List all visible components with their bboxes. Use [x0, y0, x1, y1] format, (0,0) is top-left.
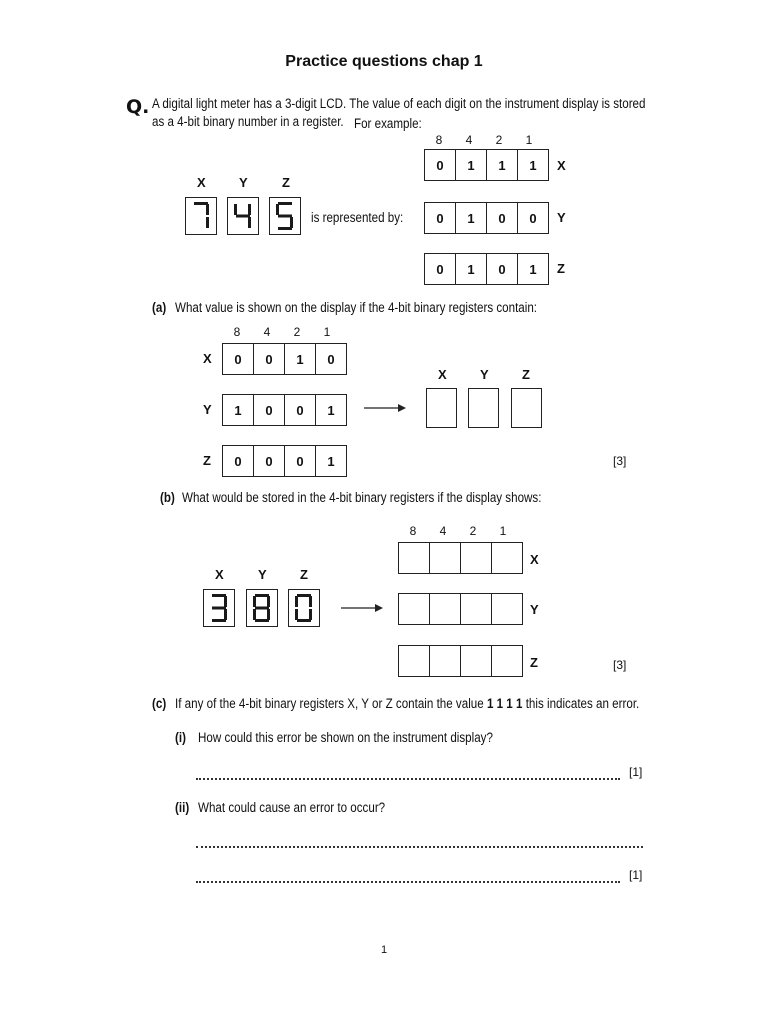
bit-input-cell[interactable] [399, 594, 429, 624]
display-label-z: Z [282, 175, 290, 190]
seven-segment-digit [294, 593, 314, 623]
bit-cell: 0 [486, 203, 517, 233]
bit-weight: 4 [439, 524, 447, 538]
part-c-ii-marks: [1] [629, 868, 643, 882]
lcd-digit-box [203, 589, 235, 627]
bit-cell: 1 [455, 150, 486, 180]
bit-input-cell[interactable] [429, 594, 460, 624]
bit-input-cell[interactable] [460, 646, 491, 676]
bit-input-cell[interactable] [491, 543, 522, 573]
example-register-y [424, 202, 549, 234]
bit-weight: 4 [263, 325, 271, 339]
part-b-register-y[interactable] [398, 593, 523, 625]
arrow-right-icon [341, 602, 383, 614]
bit-cell: 0 [253, 446, 284, 476]
bit-cell: 0 [234, 453, 242, 469]
bit-weight: 1 [499, 524, 507, 538]
arrow-right-icon [364, 402, 406, 414]
segment-d [255, 619, 269, 622]
bit-input-cell[interactable] [429, 543, 460, 573]
register-name: Z [557, 261, 565, 276]
segment-b [206, 204, 209, 215]
question-label: Q. [126, 96, 150, 118]
part-a-register-y [222, 394, 347, 426]
part-a-label: (a) [152, 300, 167, 315]
part-a-bit-weights [222, 325, 342, 339]
lcd-digit-box [288, 589, 320, 627]
bit-cell: 1 [315, 395, 346, 425]
segment-a [212, 594, 226, 597]
register-name: X [203, 351, 212, 366]
segment-c [309, 609, 312, 620]
part-b-label: (b) [160, 490, 175, 505]
segment-e [253, 609, 256, 620]
segment-d [212, 619, 226, 622]
part-a-text: What value is shown on the display if the 4-bit binary registers contain: [175, 300, 538, 315]
intro-line-2: as a 4-bit binary number in a register. [152, 114, 344, 129]
bit-cell: 0 [234, 351, 242, 367]
display-label-x: X [215, 567, 224, 582]
bit-cell: 0 [436, 210, 444, 226]
bit-weight: 2 [293, 325, 301, 339]
bit-input-cell[interactable] [460, 543, 491, 573]
register-name: Y [530, 602, 539, 617]
answer-line[interactable] [196, 881, 620, 883]
page-title: Practice questions chap 1 [285, 53, 483, 70]
segment-a [297, 594, 311, 597]
segment-g [212, 607, 226, 610]
part-a-register-x [222, 343, 347, 375]
bit-cell: 0 [436, 261, 444, 277]
example-register-x [424, 149, 549, 181]
intro-line-1: A digital light meter has a 3-digit LCD. The value of each digit on the instrument display is stored [152, 96, 646, 111]
part-b-register-x[interactable] [398, 542, 523, 574]
part-c-i-marks: [1] [629, 765, 643, 779]
segment-e [295, 609, 298, 620]
bit-weight: 2 [469, 524, 477, 538]
bit-weight: 8 [435, 133, 443, 147]
part-b-bit-weights [398, 524, 518, 538]
answer-line[interactable] [196, 778, 620, 780]
register-name: Y [557, 210, 566, 225]
bit-weight: 8 [233, 325, 241, 339]
segment-g [278, 215, 292, 218]
segment-d [278, 227, 292, 230]
part-b-text: What would be stored in the 4-bit binary registers if the display shows: [182, 490, 542, 505]
segment-b [248, 204, 251, 215]
display-label-y: Y [239, 175, 248, 190]
segment-a [255, 594, 269, 597]
display-label-y: Y [258, 567, 267, 582]
part-b-marks: [3] [613, 658, 627, 672]
register-name: X [530, 552, 539, 567]
example-bit-weights [424, 133, 544, 147]
bit-cell: 1 [315, 446, 346, 476]
bit-cell: 0 [436, 157, 444, 173]
bit-cell: 1 [284, 344, 315, 374]
segment-f [276, 204, 279, 215]
bit-input-cell[interactable] [460, 594, 491, 624]
part-c-ii-label: (ii) [175, 800, 190, 815]
register-name: X [557, 158, 566, 173]
bit-input-cell[interactable] [399, 543, 429, 573]
part-b-register-z[interactable] [398, 645, 523, 677]
register-name: Y [203, 402, 212, 417]
bit-cell: 1 [455, 254, 486, 284]
bit-input-cell[interactable] [491, 594, 522, 624]
part-c-label: (c) [152, 696, 167, 711]
bit-weight: 2 [495, 133, 503, 147]
part-c-i-text: How could this error be shown on the instrument display? [198, 730, 493, 745]
bit-cell: 1 [517, 150, 548, 180]
represented-by-label: is represented by: [311, 210, 404, 225]
segment-c [267, 609, 270, 620]
part-c-i-label: (i) [175, 730, 186, 745]
segment-f [295, 596, 298, 607]
segment-d [297, 619, 311, 622]
bit-weight: 1 [525, 133, 533, 147]
seven-segment-digit [209, 593, 229, 623]
seven-segment-digit [275, 201, 295, 231]
bit-weight: 4 [465, 133, 473, 147]
bit-cell: 0 [486, 254, 517, 284]
seven-segment-digit [252, 593, 272, 623]
example-register-z [424, 253, 549, 285]
bit-cell: 0 [253, 395, 284, 425]
for-example-label: For example: [354, 116, 422, 131]
segment-c [224, 609, 227, 620]
segment-c [290, 217, 293, 228]
segment-f [253, 596, 256, 607]
lcd-digit-box [227, 197, 259, 235]
segment-c [206, 217, 209, 228]
bit-cell: 1 [517, 254, 548, 284]
bit-cell: 0 [284, 395, 315, 425]
display-label-x: X [197, 175, 206, 190]
register-name: Z [203, 453, 211, 468]
lcd-digit-box [246, 589, 278, 627]
bit-input-cell[interactable] [399, 646, 429, 676]
seven-segment-digit [191, 201, 211, 231]
part-c-ii-text: What could cause an error to occur? [198, 800, 386, 815]
bit-weight: 1 [323, 325, 331, 339]
segment-c [248, 217, 251, 228]
bit-cell: 1 [455, 203, 486, 233]
lcd-digit-box [185, 197, 217, 235]
answer-box-z[interactable] [511, 388, 542, 428]
bit-cell: 0 [284, 446, 315, 476]
part-c-text-bold: 1 1 1 1 [486, 696, 523, 711]
bit-cell: 1 [486, 150, 517, 180]
bit-cell: 0 [253, 344, 284, 374]
register-name: Z [530, 655, 538, 670]
answer-box-x[interactable] [426, 388, 457, 428]
bit-cell: 0 [315, 344, 346, 374]
bit-cell: 0 [517, 203, 548, 233]
answer-box-y[interactable] [468, 388, 499, 428]
lcd-digit-box [269, 197, 301, 235]
part-a-register-z [222, 445, 347, 477]
display-label-z: Z [300, 567, 308, 582]
bit-cell: 1 [234, 402, 242, 418]
seven-segment-digit [233, 201, 253, 231]
page-number: 1 [380, 944, 388, 956]
answer-label-z: Z [522, 367, 530, 382]
segment-f [234, 204, 237, 215]
answer-label-y: Y [480, 367, 489, 382]
bit-weight: 8 [409, 524, 417, 538]
part-c-text-after: this indicates an error. [525, 696, 640, 711]
part-c-text [175, 696, 639, 711]
part-c-text-before: If any of the 4-bit binary registers X, Y or Z contain the value [175, 696, 484, 711]
answer-label-x: X [438, 367, 447, 382]
bit-input-cell[interactable] [491, 646, 522, 676]
answer-line[interactable] [196, 846, 643, 848]
segment-g [255, 607, 269, 610]
segment-b [267, 596, 270, 607]
segment-g [236, 215, 250, 218]
part-a-marks: [3] [613, 454, 627, 468]
segment-a [278, 202, 292, 205]
bit-input-cell[interactable] [429, 646, 460, 676]
segment-b [224, 596, 227, 607]
segment-b [309, 596, 312, 607]
segment-a [194, 202, 208, 205]
